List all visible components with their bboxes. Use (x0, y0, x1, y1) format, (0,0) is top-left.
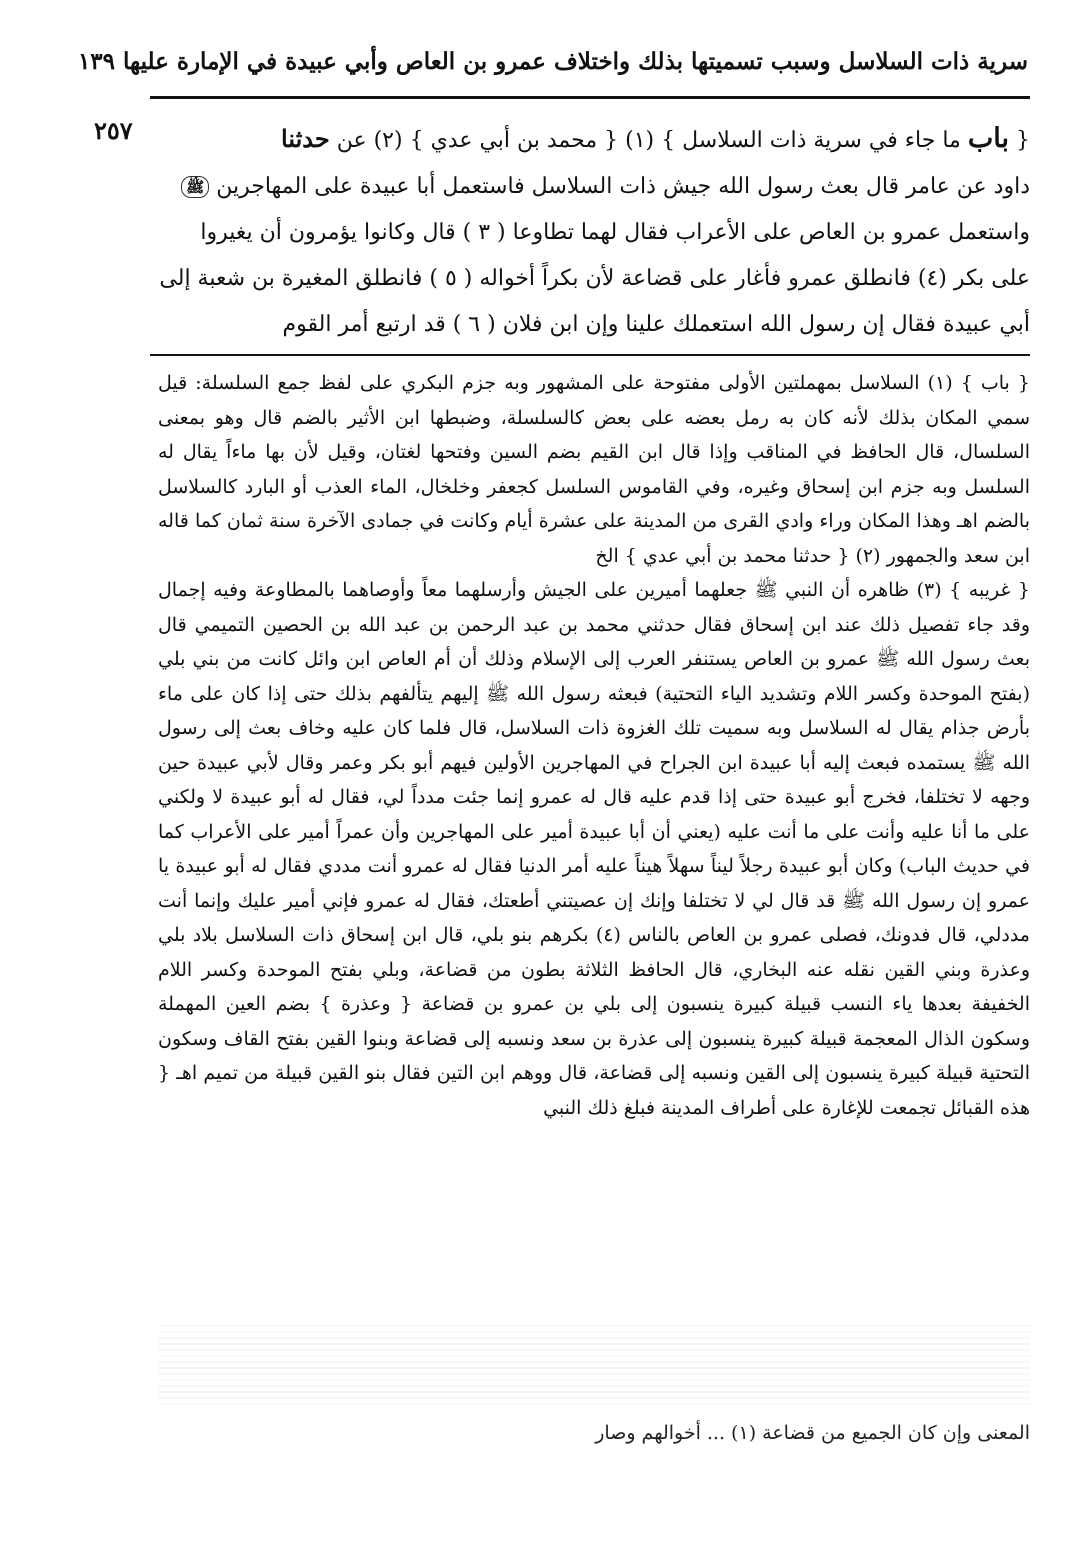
commentary-paragraph-1: { باب } (١) السلاسل بمهملتين الأولى مفتوحة على المشهور وبه جزم البكري على لفظ جمع السلسلة: قيل سمي المكان بذلك لأنه كان به رمل بعضه على بعض كالسلسلة، وضبطها ابن الأثير بالضم قال وهو بمعنى السلسال، قال الحافظ في المناقب وإذا قال ابن القيم بضم السين وفتحها لغتان، وقيل لأن بها ماءاً يقال له السلسل وبه جزم ابن إسحاق وغيره، وفي القاموس السلسل كجعفر وخلخال، الماء العذب أو البارد كالسلاسل بالضم اهـ وهذا المكان وراء وادي القرى من المدينة على عشرة أيام وكانت في جمادى الآخرة سنة ثمان كما قاله ابن سعد والجمهور (٢) { حدثنا محمد بن أبي عدي } الخ (158, 372, 1031, 567)
main-line: { باب ما جاء في سرية ذات السلاسل } (١) { محمد بن أبي عدي } (٢) عن حدثنا (281, 123, 1030, 154)
faded-print-area (158, 1325, 1030, 1405)
main-line (158, 164, 1030, 210)
header-rule (150, 96, 1030, 99)
commentary-bottom-line: المعنى وإن كان الجميع من قضاعة (١) ... أخوالهم وصار (595, 1422, 1030, 1444)
commentary-paragraph-2: { غريبه } (٣) ظاهره أن النبي ﷺ جعلهما أميرين على الجيش وأرسلهما معاً وأوصاهما بالمطاوعة وفيه إجمال وقد جاء تفصيل ذلك عند ابن إسحاق فقال حدثني محمد بن عبد الرحمن بن عبد الله بن الحصين التميمي قال بعث رسول الله ﷺ عمرو بن العاص يستنفر العرب إلى الإسلام وذلك أن أم العاص ابن وائل كانت من بني بلي (بفتح الموحدة وكسر اللام وتشديد الياء التحتية) فبعثه رسول الله ﷺ إليهم يتألفهم بذلك حتى إذا كان على ماء بأرض جذام يقال له السلاسل وبه سميت تلك الغزوة ذات السلاسل، قال فلما كان عليه وخاف بعث إلى رسول الله ﷺ يستمده فبعث إليه أبا عبيدة ابن الجراح في المهاجرين الأولين فيهم أبو بكر وعمر وقال لأبي عبيدة حين وجهه لا تختلفا، فخرج أبو عبيدة حتى إذا قدم عليه قال له عمرو إنما جئت مدداً لي، فقال له أبو عبيدة لا ولكني على ما أنا عليه وأنت على ما أنت عليه (يعني أن أبا عبيدة أمير على المهاجرين وأن عمراً أمير على الأعراب كما في حديث الباب) وكان أبو عبيدة رجلاً ليناً سهلاً هيناً عليه أمر الدنيا فقال له عمرو أنت مددي فقال له أبو عبيدة يا عمرو إن رسول الله ﷺ قد قال لي لا تختلفا وإنك إن عصيتني أطعتك، فقال له عمرو فإني أمير عليك وإنما أنت مددلي، قال فدونك، فصلى عمرو بن العاص بالناس (٤) بكرهم بنو بلي، قال ابن إسحاق ذات السلاسل بلاد بلي وعذرة وبني القين نقله عنه البخاري، قال الحافظ الثلاثة بطون من قضاعة، وبلي بفتح الموحدة وكسر اللام الخفيفة بعدها ياء النسب قبيلة كبيرة ينسبون إلى بلي بن عمرو بن قضاعة { وعذرة } بضم العين المهملة وسكون الذال المعجمة قبيلة كبيرة ينسبون إلى عذرة بن سعد ونسبه إلى قضاعة وبنوا القين بفتح القاف وسكون التحتية قبيلة كبيرة ينسبون إلى القين ونسبه إلى قضاعة، قال ووهم ابن التين فقال بنو القين قبيلة من تميم اهـ { هذه القبائل تجمعت للإغارة على أطراف المدينة فبلغ ذلك النبي (158, 579, 1030, 1119)
main-line-4: على بكر (٤) فانطلق عمرو فأغار على قضاعة لأن بكراً أخواله ( ٥ ) فانطلق المغيرة بن شعبة إلى (159, 266, 1030, 291)
main-hadith-text (158, 116, 1030, 348)
running-head: سرية ذات السلاسل وسبب تسميتها بذلك واختلاف عمرو بن العاص وأبي عبيدة في الإمارة عليها ١٣٩ (77, 48, 1028, 75)
main-line-3: واستعمل عمرو بن العاص على الأعراب فقال لهما تطاوعا ( ٣ ) قال وكانوا يؤمرون أن يغيروا (200, 220, 1030, 245)
main-line-2: داود عن عامر قال بعث رسول الله جيش ذات السلاسل فاستعمل أبا عبيدة على المهاجرين (216, 174, 1030, 199)
salawat-mark-icon: ﷺ (181, 176, 209, 198)
main-line-1: ما جاء في سرية ذات السلاسل } (١) { محمد بن أبي عدي } (٢) عن (336, 128, 961, 153)
main-line (158, 302, 1030, 348)
main-text-rule (150, 354, 1030, 356)
main-line-5: أبي عبيدة فقال إن رسول الله استعملك علينا وإن ابن فلان ( ٦ ) قد ارتبع أمر القوم (282, 312, 1030, 337)
haddathana-label: حدثنا (281, 124, 330, 153)
hadith-number: ٢٥٧ (94, 116, 133, 145)
commentary-block (158, 366, 1030, 1125)
bab-heading: باب (967, 123, 1009, 154)
